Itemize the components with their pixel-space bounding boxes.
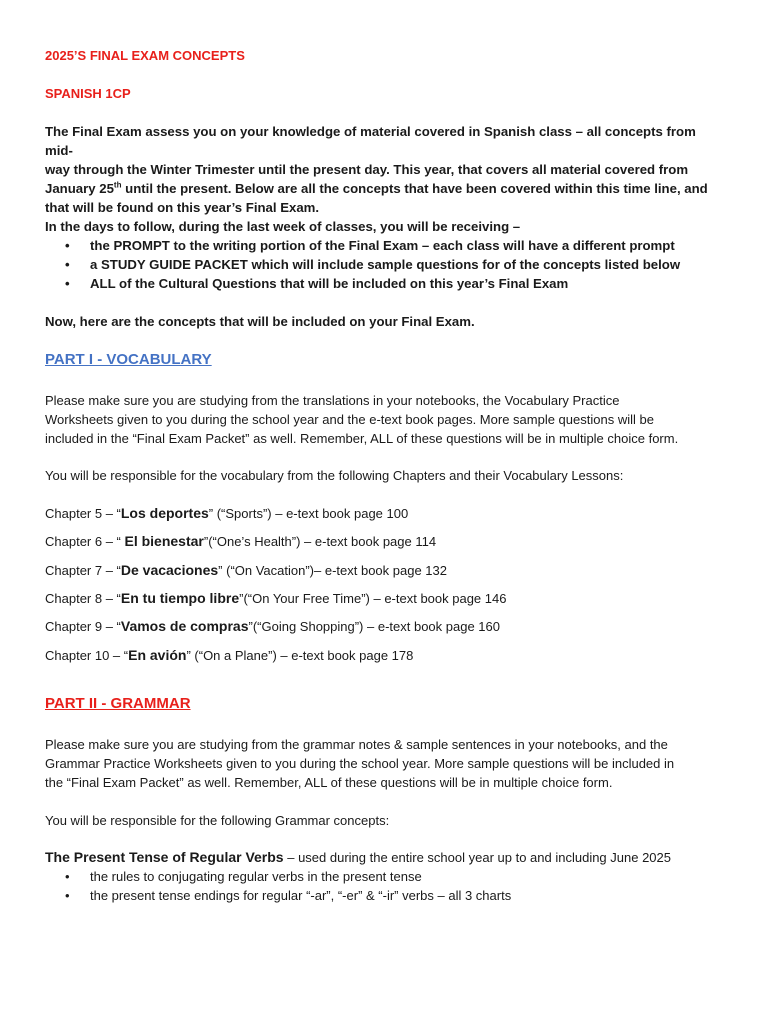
list-item: • the present tense endings for regular “-ar”, “-er” & “-ir” verbs – all 3 charts bbox=[65, 888, 512, 903]
part2-paragraph: Please make sure you are studying from the grammar notes & sample sentences in your notebooks, and the Grammar Practice Worksheets given to you during the school year. More sample questions will be included in the “Final Exam Packet” as well. Remember, ALL of these questions will be in multiple choice form. bbox=[45, 737, 675, 790]
course-name: SPANISH 1CP bbox=[45, 86, 131, 101]
list-item: • ALL of the Cultural Questions that will be included on this year’s Final Exam bbox=[65, 276, 569, 291]
part2-responsible: You will be responsible for the following Grammar concepts: bbox=[45, 813, 390, 828]
chapter-item: Chapter 7 – “De vacaciones” (“On Vacation”)– e-text book page 132 bbox=[45, 562, 447, 578]
present-tense-list bbox=[45, 867, 735, 905]
upcoming-list bbox=[45, 236, 735, 293]
intro-line: The Final Exam assess you on your knowledge of material covered in Spanish class – all concepts from mid- bbox=[45, 124, 696, 158]
bullet-icon: • bbox=[65, 888, 70, 903]
present-tense-heading: The Present Tense of Regular Verbs – used during the entire school year up to and including June 2025 bbox=[45, 849, 671, 865]
intro-line: January 25th until the present. Below are all the concepts that have been covered within this time line, and bbox=[45, 180, 708, 196]
intro-line: that will be found on this year’s Final Exam. bbox=[45, 200, 320, 215]
present-tense-section bbox=[45, 848, 735, 905]
intro-line: way through the Winter Trimester until the present day. This year, that covers all material covered from bbox=[45, 162, 689, 177]
part1-paragraph: Please make sure you are studying from the translations in your notebooks, the Vocabulary Practice Worksheets given to you during the school year and the e-text book pages. More sample questions will be included in the “Final Exam Packet” as well. Remember, ALL of these questions will be in multiple choice form. bbox=[45, 393, 679, 446]
upcoming-lead: In the days to follow, during the last week of classes, you will be receiving – bbox=[45, 219, 521, 234]
part1-heading: PART I - VOCABULARY bbox=[45, 351, 212, 368]
chapter-item: Chapter 10 – “En avión” (“On a Plane”) – e-text book page 178 bbox=[45, 647, 414, 663]
concepts-intro: Now, here are the concepts that will be included on your Final Exam. bbox=[45, 314, 475, 329]
bullet-icon: • bbox=[65, 257, 70, 272]
bullet-icon: • bbox=[65, 238, 70, 253]
upcoming-section bbox=[45, 217, 735, 293]
list-item: • the PROMPT to the writing portion of the Final Exam – each class will have a different prompt bbox=[65, 238, 675, 253]
chapter-item: Chapter 6 – “ El bienestar”(“One’s Health”) – e-text book page 114 bbox=[45, 533, 437, 549]
bullet-icon: • bbox=[65, 869, 70, 884]
part1-responsible: You will be responsible for the vocabulary from the following Chapters and their Vocabulary Lessons: bbox=[45, 468, 624, 483]
chapter-item: Chapter 5 – “Los deportes” (“Sports”) – e-text book page 100 bbox=[45, 505, 409, 521]
chapter-item: Chapter 8 – “En tu tiempo libre”(“On Your Free Time”) – e-text book page 146 bbox=[45, 590, 507, 606]
intro-paragraph bbox=[45, 122, 725, 217]
bullet-icon: • bbox=[65, 276, 70, 291]
list-item: • the rules to conjugating regular verbs in the present tense bbox=[65, 869, 422, 884]
chapter-item: Chapter 9 – “Vamos de compras”(“Going Shopping”) – e-text book page 160 bbox=[45, 618, 500, 634]
part2-heading: PART II - GRAMMAR bbox=[45, 695, 191, 712]
list-item: • a STUDY GUIDE PACKET which will include sample questions for of the concepts listed below bbox=[65, 257, 681, 272]
document-title: 2025’S FINAL EXAM CONCEPTS bbox=[45, 48, 245, 63]
